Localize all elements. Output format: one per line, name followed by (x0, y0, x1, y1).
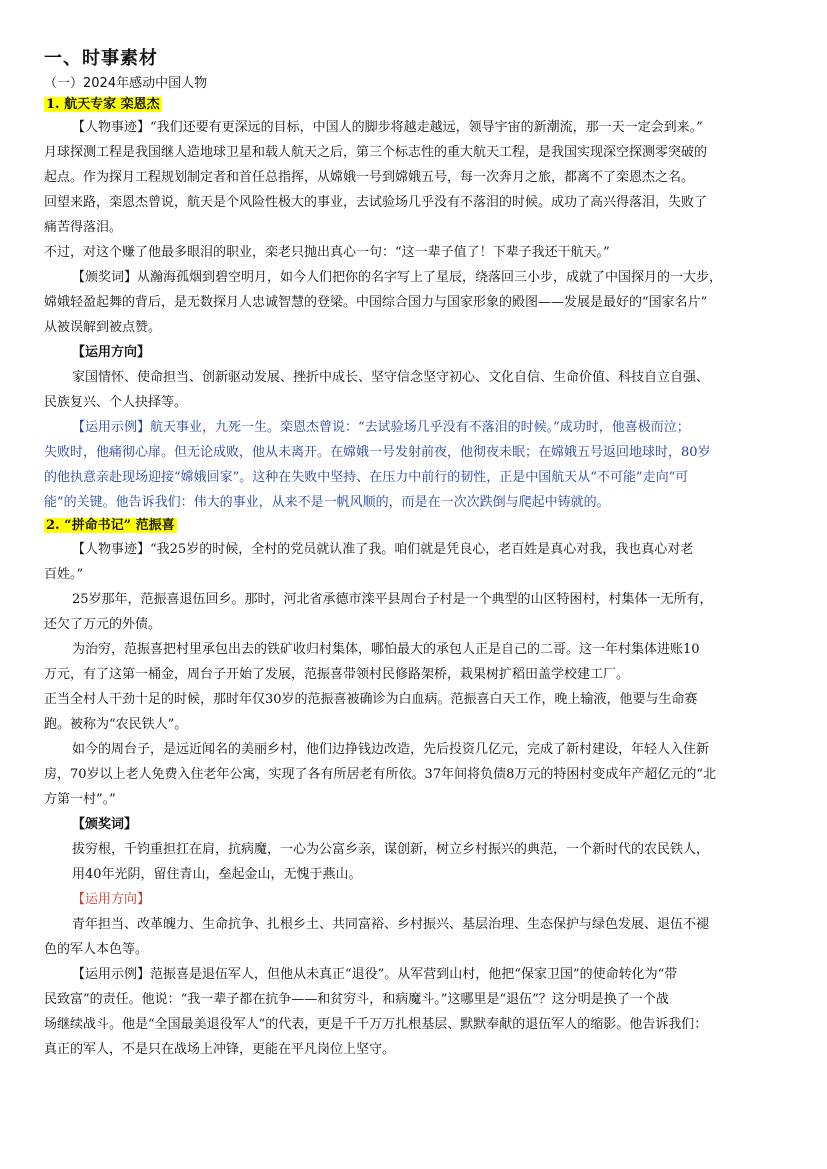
paragraph-line: 还欠了万元的外债。 (44, 617, 162, 632)
section-heading-1: 1. 航天专家 栾恩杰 (46, 97, 160, 112)
paragraph-line: 百姓。” (44, 567, 84, 582)
paragraph-line: 从被误解到被点赞。 (44, 320, 162, 335)
paragraph-line: 家国情怀、使命担当、创新驱动发展、挫折中成长、坚守信念坚守初心、文化自信、生命价值、科技自立自强、 (72, 370, 710, 385)
award-words-label: 【颁奖词】 (72, 817, 138, 832)
paragraph-line: 嫦娥轻盈起舞的背后，是无数探月人忠诚智慧的登梁。中国综合国力与国家形象的殿图——发展是最好的“国家名片” (44, 295, 708, 310)
section-1-body (44, 115, 784, 515)
paragraph-line: 拔穷根，千钧重担扛在肩，抗病魔，一心为公富乡亲，谋创新，树立乡村振兴的典范，一个新时代的农民铁人， (72, 842, 710, 857)
paragraph-line: 房，70岁以上老人免费入住老年公寓，实现了各有所居老有所依。37年间将负债8万元的特困村变成年产超亿元的“北 (44, 767, 717, 782)
paragraph-line: 万元，有了这第一桶金，周台子开始了发展，范振喜带领村民修路架桥，栽果树扩稻田盖学校建工厂。 (44, 667, 630, 682)
usage-direction-label: 【运用方向】 (72, 345, 151, 360)
example-line: 民致富”的责任。他说：“我一辈子都在抗争——和贫穷斗，和病魔斗。”这哪里是“退伍”？这分明是换了一个战 (44, 992, 669, 1007)
paragraph-line: 起点。作为探月工程规划制定者和首任总指挥，从嫦娥一号到嫦娥五号，每一次奔月之旅，都离不了栾恩杰之名。 (44, 170, 695, 185)
paragraph-line: 痛苦得落泪。 (44, 220, 123, 235)
section-2-body (44, 537, 784, 1062)
paragraph-line: 不过，对这个赚了他最多眼泪的职业，栾老只抛出真心一句：“这一辈子值了！下辈子我还干航天。” (44, 245, 610, 260)
paragraph-line: 【人物事迹】“我们还要有更深远的目标，中国人的脚步将越走越远，领导宇宙的新潮流，那一天一定会到来。” (72, 120, 703, 135)
example-line: 【运用示例】航天事业，九死一生。栾恩杰曾说：“去试验场几乎没有不落泪的时候。”成功时，他喜极而泣； (72, 420, 690, 435)
paragraph-line: 民族复兴、个人抉择等。 (44, 395, 188, 410)
paragraph-line: 【人物事迹】“我25岁的时候，全村的党员就认准了我。咱们就是凭良心，老百姓是真心对我，我也真心对老 (72, 542, 694, 557)
example-line: 【运用示例】范振喜是退伍军人，但他从未真正“退役”。从军营到山村，他把“保家卫国”的使命转化为“带 (72, 967, 678, 982)
paragraph-line: 青年担当、改革魄力、生命抗争、扎根乡土、共同富裕、乡村振兴、基层治理、生态保护与绿色发展、退伍不褪 (72, 917, 710, 932)
paragraph-line: 正当全村人干劲十足的时候，那时年仅30岁的范振喜被确诊为白血病。范振喜白天工作，晚上输液，他要与生命赛 (44, 692, 698, 707)
example-line: 失败时，他痛彻心扉。但无论成败，他从未离开。在嫦娥一号发射前夜，他彻夜未眠；在嫦娥五号返回地球时，80岁 (44, 445, 711, 460)
paragraph-line: 为治穷，范振喜把村里承包出去的铁矿收归村集体，哪怕最大的承包人正是自己的二哥。这一年村集体进账10 (72, 642, 700, 657)
example-line: 的他执意亲赴现场迎接“嫦娥回家”。这种在失败中坚持、在压力中前行的韧性，正是中国航天从“不可能”走向“可 (44, 470, 689, 485)
example-line: 场继续战斗。他是“全国最美退役军人”的代表，更是千千万万扎根基层、默默奉献的退伍军人的缩影。他告诉我们： (44, 1017, 708, 1032)
paragraph-line: 25岁那年，范振喜退伍回乡。那时，河北省承德市滦平县周台子村是一个典型的山区特困村，村集体一无所有， (72, 592, 713, 607)
example-line: 真正的军人，不是只在战场上冲锋，更能在平凡岗位上坚守。 (44, 1042, 396, 1057)
paragraph-line: 【颁奖词】从瀚海孤烟到碧空明月，如今人们把你的名字写上了星辰，绕落回三小步，成就了中国探月的一大步， (72, 270, 723, 285)
paragraph-line: 月球探测工程是我国继人造地球卫星和载人航天之后，第三个标志性的重大航天工程，是我国实现深空探测零突破的 (44, 145, 708, 160)
paragraph-line: 色的军人本色等。 (44, 942, 149, 957)
example-line: 能”的关键。他告诉我们：伟大的事业，从来不是一帆风顺的，而是在一次次跌倒与爬起中铸就的。 (44, 495, 610, 510)
paragraph-line: 用40年光阴，留住青山，垒起金山，无愧于燕山。 (72, 867, 362, 882)
paragraph-line: 回望来路，栾恩杰曾说，航天是个风险性极大的事业，去试验场几乎没有不落泪的时候。成功了高兴得落泪，失败了 (44, 195, 708, 210)
paragraph-line: 跑。被称为“农民铁人”。 (44, 717, 188, 732)
paragraph-line: 方第一村”。” (44, 792, 116, 807)
document-subtitle: （一）2024年感动中国人物 (44, 76, 208, 91)
document-title: 一、时事素材 (44, 48, 158, 69)
paragraph-line: 如今的周台子，是远近闻名的美丽乡村，他们边挣钱边改造，先后投资几亿元，完成了新村建设，年轻人入住新 (72, 742, 710, 757)
section-heading-2: 2. “拼命书记” 范振喜 (46, 518, 175, 533)
usage-direction-label: 【运用方向】 (72, 892, 151, 907)
